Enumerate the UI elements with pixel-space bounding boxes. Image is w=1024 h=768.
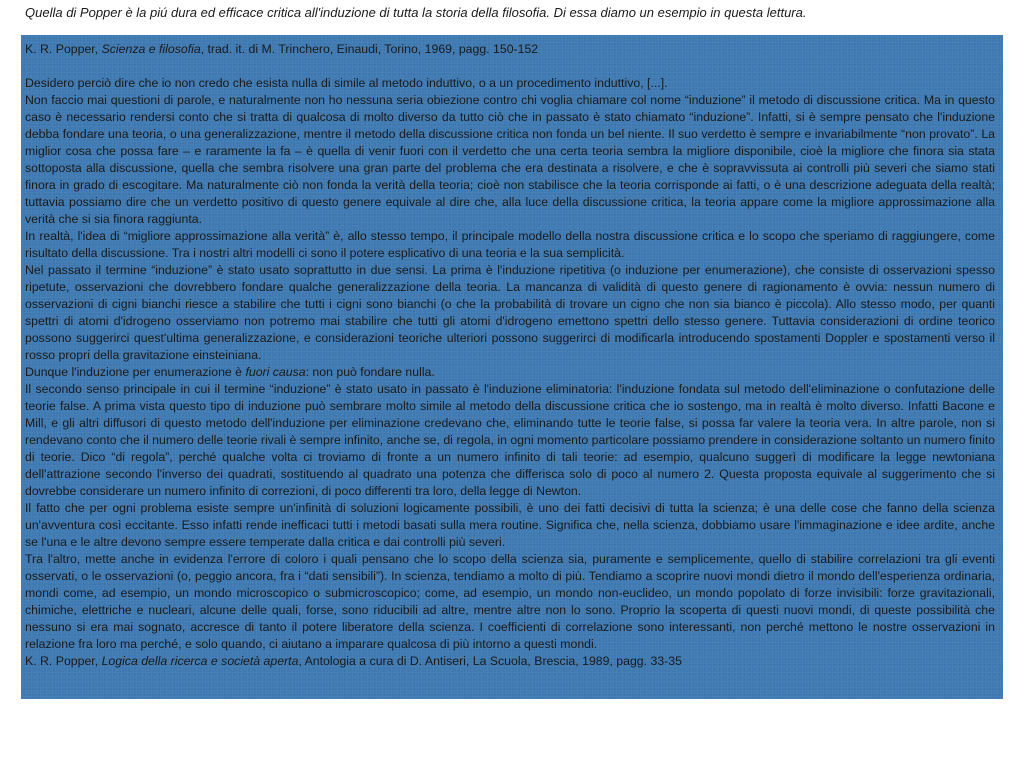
citation-details: , trad. it. di M. Trinchero, Einaudi, Torino, 1969, pagg. 150-152 (200, 42, 539, 56)
paragraph-fuori-causa (25, 364, 995, 381)
intro-sentence: Quella di Popper è la piú dura ed efficace critica all'induzione di tutta la storia della filosofia. Di essa diamo un esempio in questa lettura. (25, 5, 807, 20)
citation-author: K. R. Popper, (25, 654, 102, 668)
source-citation-top (25, 41, 995, 58)
paragraph-text: : non può fondare nulla. (305, 365, 435, 379)
paragraph-text: Dunque l'induzione per enumerazione è (25, 365, 246, 379)
paragraph: Desidero perciò dire che io non credo che esista nulla di simile al metodo induttivo, o a un procedimento induttivo, [...]. (25, 76, 668, 90)
emphasis-fuori-causa: fuori causa (245, 365, 306, 379)
paragraph: Non faccio mai questioni di parole, e naturalmente non ho nessuna seria obiezione contro chi voglia chiamare col nome “induzione” il metodo di discussione critica. Ma in questo caso è necessario rendersi conto che si tratta di qualcosa di molto diverso da tutto ciò che in passato è stato chiamato “induzione”. Infatti, si è sempre pensato che l'induzione debba fondare una teoria, o una generalizzazione, mentre il metodo della discussione critica non fonda un bel niente. Il suo verdetto è sempre e invariabilmente “non provato”. La miglior cosa che possa fare – e raramente la fa – è quella di venir fuori con il verdetto che una certa teoria sembra la migliore disponibile, cioè la migliore che finora sia stata sottoposta alla discussione, quella che sembra risolvere una gran parte del problema che era destinata a risolvere, e che è sopravvissuta ai controlli più severi che siamo stati finora in grado di escogitare. Ma naturalmente ciò non fonda la verità della teoria; cioè non stabilisce che la teoria corrisponde ai fatti, o è una descrizione adeguata della realtà; tuttavia possiamo dire che un verdetto positivo di questo genere equivale al dire che, alla luce della discussione critica, la teoria appare come la migliore approssimazione alla verità che si sia finora raggiunta. (25, 93, 995, 226)
reading-passage (25, 41, 995, 670)
citation-details: , Antologia a cura di D. Antiseri, La Scuola, Brescia, 1989, pagg. 33-35 (298, 654, 682, 668)
paragraph: In realtà, l'idea di “migliore approssimazione alla verità” è, allo stesso tempo, il principale modello della nostra discussione critica e lo scopo che speriamo di raggiungere, come risultato della discussione. Tra i nostri altri modelli ci sono il potere esplicativo di una teoria e la sua semplicità. (25, 229, 995, 260)
paragraph: Nel passato il termine “induzione” è stato usato soprattutto in due sensi. La prima è l'induzione ripetitiva (o induzione per enumerazione), che consiste di osservazioni spesso ripetute, osservazioni che dovrebbero fondare qualche generalizzazione della teoria. La mancanza di validità di questo genere di ragionamento è ovvia: nessun numero di osservazioni di cigni bianchi riesce a stabilire che tutti i cigni sono bianchi (o che la probabilità di trovare un cigno che non sia bianco è piccola). Allo stesso modo, per quanti spettri di atomi d'idrogeno osserviamo non potremo mai stabilire che tutti gli atomi d'idrogeno emettono spettri dello stesso genere. Tuttavia considerazioni di ordine teorico possono suggerirci quest'ultima generalizzazione, e considerazioni teoriche ulteriori possono suggerirci di modificarla introducendo spostamenti Doppler e spostamenti verso il rosso propri della gravitazione einsteiniana. (25, 263, 995, 362)
citation-title: Scienza e filosofia (101, 42, 201, 56)
paragraph: Tra l'altro, mette anche in evidenza l'errore di coloro i quali pensano che lo scopo della scienza sia, puramente e semplicemente, quello di stabilire correlazioni tra gli eventi osservati, o le osservazioni (o, peggio ancora, fra i “dati sensibili”). In scienza, tendiamo a molto di più. Tendiamo a scoprire nuovi mondi dietro il mondo dell'esperienza ordinaria, mondi come, ad esempio, un mondo microscopico o submicroscopico; come, ad esempio, un mondo non-euclideo, un mondo popolato di forze invisibili: forze gravitazionali, chimiche, elettriche e nucleari, alcune delle quali, forse, sono riducibili ad altre, mentre altre non lo sono. Proprio la scoperta di questi nuovi mondi, di queste possibilità che nessuno si era mai sognato, accresce di tanto il potere liberatore della scienza. I coefficienti di correlazione sono interessanti, non perché mettono le nostre osservazioni in relazione fra loro ma perché, e solo quando, ci aiutano a imparare qualcosa di più intorno a questi mondi. (25, 552, 995, 651)
source-citation-bottom (25, 653, 995, 670)
citation-author: K. R. Popper, (25, 42, 102, 56)
citation-title: Logica della ricerca e società aperta (101, 654, 299, 668)
paragraph: Il fatto che per ogni problema esiste sempre un'infinità di soluzioni logicamente possibili, è uno dei fatti decisivi di tutta la scienza; è una delle cose che fanno della scienza un'avventura così eccitante. Esso infatti rende inefficaci tutti i metodi basati sulla mera routine. Significa che, nella scienza, dobbiamo usare l'immaginazione e idee ardite, anche se l'una e le altre devono sempre essere temperate dalla critica e dai controlli più severi. (25, 501, 995, 549)
paragraph: Il secondo senso principale in cui il termine “induzione” è stato usato in passato è l'induzione eliminatoria: l'induzione fondata sul metodo dell'eliminazione o confutazione delle teorie false. A prima vista questo tipo di induzione può sembrare molto simile al metodo della discussione critica che io sostengo, ma in realtà è molto diverso. Infatti Bacone e Mill, e gli altri diffusori di questo metodo dell'induzione per eliminazione credevano che, eliminando tutte le teorie false, si possa far valere la teoria vera. In altre parole, non si rendevano conto che il numero delle teorie rivali è sempre infinito, anche se, di regola, in ogni momento particolare possiamo prendere in considerazione soltanto un numero finito di teorie. Dico “di regola”, perché qualche volta ci troviamo di fronte a un numero infinito di tali teorie: ad esempio, qualcuno suggerì di modificare la legge newtoniana dell'attrazione secondo l'inverso dei quadrati, sostituendo al quadrato una potenza che differisca solo di poco al numero 2. Questa proposta equivale al suggerimento che si dovrebbe considerare un numero infinito di correzioni, di poco differenti tra loro, della legge di Newton. (25, 382, 995, 498)
